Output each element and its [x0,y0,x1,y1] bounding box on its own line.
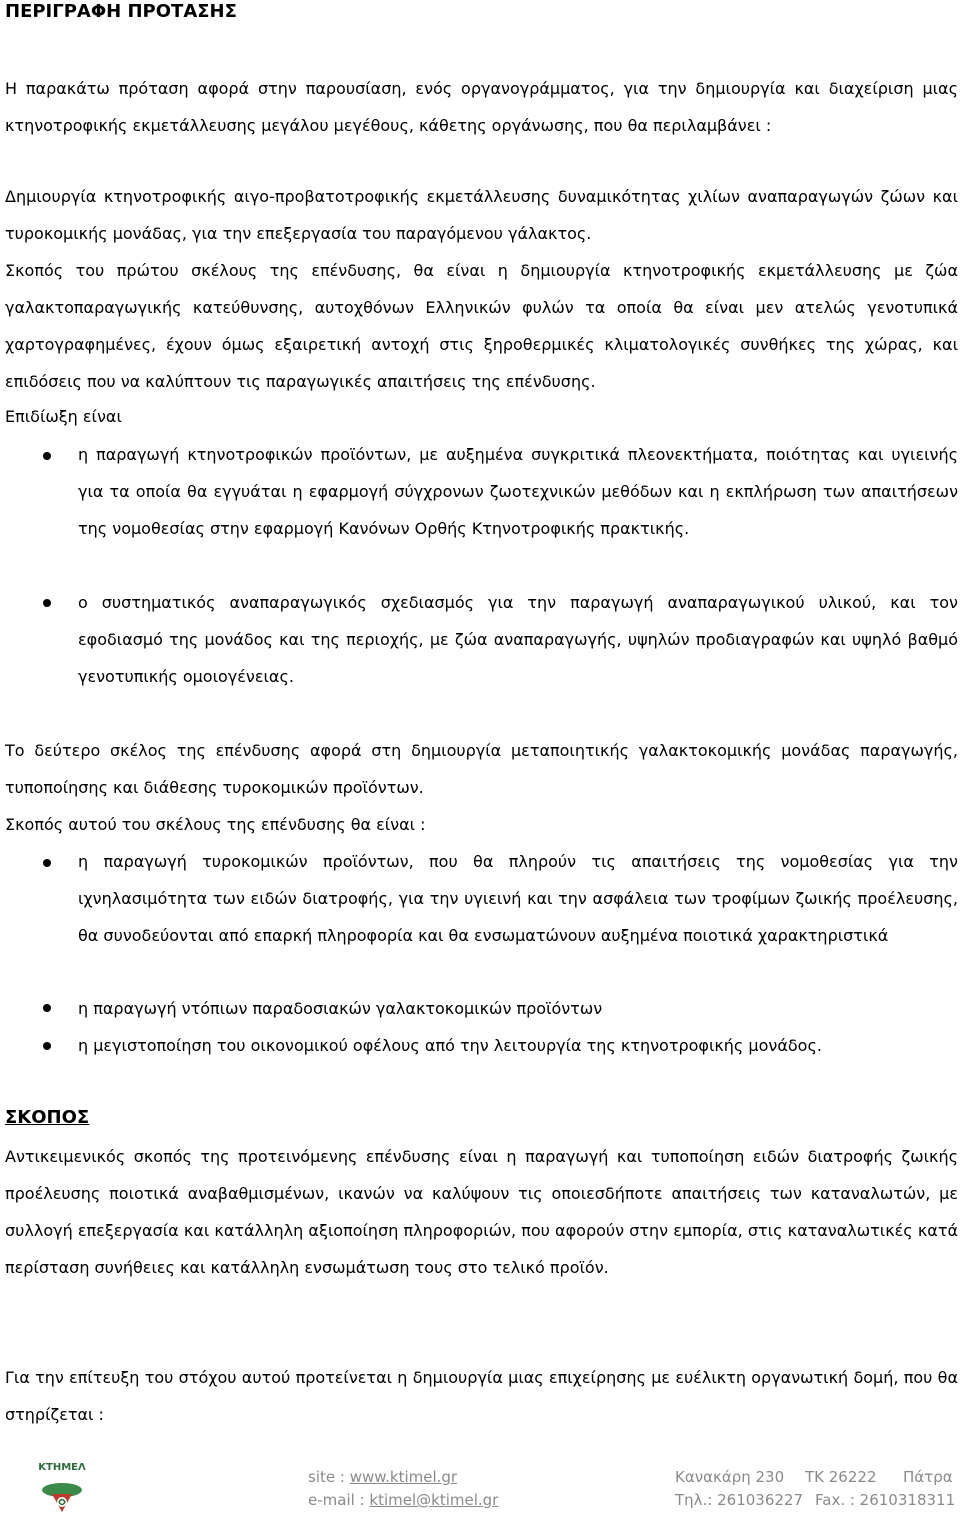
bullet-icon [43,859,51,867]
page-footer [5,1462,960,1516]
footer-site [308,1468,457,1486]
bullet-icon [43,1042,51,1050]
second-goal-item-1: η παραγωγή τυροκομικών προϊόντων, που θα πληρούν τις απαιτήσεις της νομοθεσίας για την ιχνηλασιμότητα των ειδών διατροφής, για την υγιεινή και την ασφάλεια των τροφίμων ζωικής προέλευσης, θα συνοδεύονται από επαρκή πληροφορία και θα ενσωματώνουν αυξημένα ποιοτικά χαρακτηριστικά [78,852,958,945]
ktimel-logo [38,1462,86,1516]
bullet-icon [43,452,51,460]
pursuit-item-1: η παραγωγή κτηνοτροφικών προϊόντων, με αυξημένα συγκριτικά πλεονεκτήματα, ποιότητας και υγιεινής για τα οποία θα εγγυάται η εφαρμογή σύγχρονων ζωοτεχνικών μεθόδων και η εκπλήρωση των απαιτήσεων της νομοθεσίας στην εφαρμογή Κανόνων Ορθής Κτηνοτροφικής πρακτικής. [78,445,958,538]
site-link[interactable]: www.ktimel.gr [349,1468,458,1486]
pursuit-item-2: ο συστηματικός αναπαραγωγικός σχεδιασμός για την παραγωγή αναπαραγωγικού υλικού, και τον εφοδιασμό της μονάδος και της περιοχής, με ζώα αναπαραγωγής, υψηλών προδιαγραφών και υψηλό βαθμό γενοτυπικής ομοιογένειας. [78,593,958,686]
email-label: e-mail : [308,1491,365,1509]
closing-paragraph: Για την επίτευξη του στόχου αυτού προτείνεται η δημιουργία μιας επιχείρησης με ευέλικτη οργανωτική δομή, που θα στηρίζεται : [5,1368,958,1424]
footer-postal: ΤΚ 26222 [805,1468,877,1486]
second-part-paragraph: Το δεύτερο σκέλος της επένδυσης αφορά στη δημιουργία μεταποιητικής γαλακτοκομικής μονάδας παραγωγής, τυποποίησης και διάθεσης τυροκομικών προϊόντων. [5,741,958,797]
second-goal-item-2: η παραγωγή ντόπιων παραδοσιακών γαλακτοκομικών προϊόντων [78,999,603,1018]
footer-email [308,1491,498,1509]
second-goal-label: Σκοπός αυτού του σκέλους της επένδυσης θα είναι : [5,815,426,834]
second-goal-item-3: η μεγιστοποίηση του οικονομικού οφέλους από την λειτουργία της κτηνοτροφικής μονάδος. [78,1036,822,1055]
document-title: ΠΕΡΙΓΡΑΦΗ ΠΡΟΤΑΣΗΣ [5,1,237,22]
logo-wordmark: ΚΤΗΜΕΛ [38,1462,86,1473]
footer-phone: Τηλ.: 261036227 [675,1491,804,1509]
creation-paragraph: Δημιουργία κτηνοτροφικής αιγο-προβατοτροφικής εκμετάλλευσης δυναμικότητας χιλίων αναπαραγωγών ζώων και τυροκομικής μονάδας, για την επεξεργασία του παραγόμενου γάλακτος. [5,187,958,243]
intro-paragraph: Η παρακάτω πρόταση αφορά στην παρουσίαση, ενός οργανογράμματος, για την δημιουργία και διαχείριση μιας κτηνοτροφικής εκμετάλλευσης μεγάλου μεγέθους, κάθετης οργάνωσης, που θα περιλαμβάνει : [5,79,958,135]
goal-heading: ΣΚΟΠΟΣ [5,1107,90,1128]
first-part-goal-paragraph: Σκοπός του πρώτου σκέλους της επένδυσης, θα είναι η δημιουργία κτηνοτροφικής εκμετάλλευσης με ζώα γαλακτοπαραγωγικής κατεύθυνσης, αυτοχθόνων Ελληνικών φυλών τα οποία θα είναι μεν ατελώς γενοτυπικά χαρτογραφημένες, έχουν όμως εξαιρετική αντοχή στις ξηροθερμικές κλιματολογικές συνθήκες της χώρας, και επιδόσεις που να καλύπτουν τις παραγωγικές απαιτήσεις της επένδυσης. [5,261,958,391]
site-label: site : [308,1468,345,1486]
email-link[interactable]: ktimel@ktimel.gr [369,1491,499,1509]
footer-address: Κανακάρη 230 [675,1468,785,1486]
footer-fax: Fax. : 2610318311 [815,1491,956,1509]
bullet-icon [43,599,51,607]
footer-city: Πάτρα [903,1468,953,1486]
bullet-icon [43,1004,51,1012]
goal-paragraph: Αντικειμενικός σκοπός της προτεινόμενης επένδυσης είναι η παραγωγή και τυποποίηση ειδών διατροφής ζωικής προέλευσης ποιοτικά αναβαθμισμένων, ικανών να καλύψουν τις οποιεσδήποτε απαιτήσεις των καταναλωτών, με συλλογή επεξεργασία και κατάλληλη αξιοποίηση πληροφοριών, που αφορούν στην εμπορία, στις καταναλωτικές κατά περίσταση συνήθειες και κατάλληλη ενσωμάτωση τους στο τελικό προϊόν. [5,1147,958,1277]
pursuit-label: Επιδίωξη είναι [5,407,122,426]
